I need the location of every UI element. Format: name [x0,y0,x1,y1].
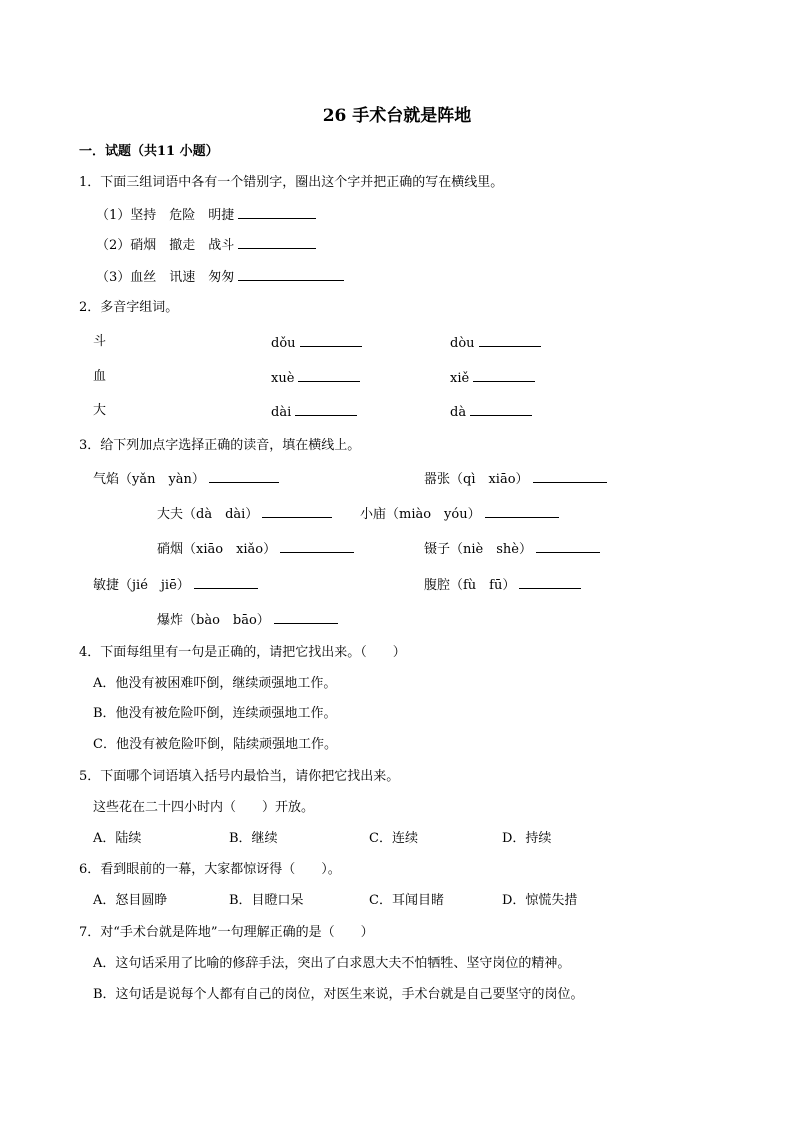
option[interactable]: A．怒目圆睁 [93,893,168,908]
answer-blank[interactable] [536,540,600,553]
option[interactable]: C．连续 [369,831,418,846]
answer-blank[interactable] [238,206,316,219]
pinyin-item [271,334,362,352]
answer-blank[interactable] [519,576,581,589]
pinyin-item [271,369,360,387]
pinyin-item [450,334,541,352]
reading-item [93,576,258,594]
answer-blank[interactable] [473,369,535,382]
option[interactable]: D．持续 [502,831,552,846]
question-1-stem: 1．下面三组词语中各有一个错别字，圈出这个字并把正确的写在横线里。 [79,175,504,190]
pinyin-item [450,369,535,387]
pinyin: dòu [450,336,475,351]
question-1-item [96,268,344,286]
answer-blank[interactable] [533,470,607,483]
reading-item [360,505,559,523]
item-text: 嚣张（qì xiāo） [424,472,529,487]
reading-item [93,470,279,488]
option[interactable]: B．这句话是说每个人都有自己的岗位，对医生来说，手术台就是自己要坚守的岗位。 [93,987,584,1002]
question-4-stem: 4．下面每组里有一句是正确的，请把它找出来。（ ） [79,645,406,660]
option[interactable]: A．陆续 [93,831,142,846]
polyphone-char: 血 [93,369,107,384]
pinyin: dǒu [271,336,296,351]
option[interactable]: A．他没有被困难吓倒，继续顽强地工作。 [93,676,337,691]
answer-blank[interactable] [470,403,532,416]
reading-item [424,470,607,488]
item-text: 气焰（yǎn yàn） [93,472,205,487]
answer-blank[interactable] [274,611,338,624]
question-1-item [96,206,316,224]
answer-blank[interactable] [485,505,559,518]
question-6-stem: 6．看到眼前的一幕，大家都惊讶得（ ）。 [79,862,341,877]
answer-blank[interactable] [298,369,360,382]
polyphone-char: 斗 [93,334,107,349]
item-text: 爆炸（bào bāo） [157,613,270,628]
option[interactable]: C．他没有被危险吓倒，陆续顽强地工作。 [93,737,337,752]
answer-blank[interactable] [280,540,354,553]
item-text: （3）血丝 讯速 匆匆 [96,270,235,285]
reading-item [157,611,338,629]
answer-blank[interactable] [238,236,316,249]
pinyin: xiě [450,371,470,386]
answer-blank[interactable] [295,403,357,416]
question-3-stem: 3．给下列加点字选择正确的读音，填在横线上。 [79,438,361,453]
option[interactable]: A．这句话采用了比喻的修辞手法，突出了白求恩大夫不怕牺牲、坚守岗位的精神。 [93,956,571,971]
option[interactable]: B．他没有被危险吓倒，连续顽强地工作。 [93,706,337,721]
option[interactable]: C．耳闻目睹 [369,893,444,908]
option[interactable]: B．继续 [229,831,278,846]
question-5-stem: 5．下面哪个词语填入括号内最恰当，请你把它找出来。 [79,769,400,784]
question-2-stem: 2．多音字组词。 [79,300,179,315]
reading-item [157,505,332,523]
pinyin: xuè [271,371,295,386]
polyphone-char: 大 [93,403,107,418]
answer-blank[interactable] [262,505,332,518]
pinyin: dà [450,405,467,420]
question-5-sentence: 这些花在二十四小时内（ ）开放。 [93,800,315,815]
item-text: 小庙（miào yóu） [360,507,481,522]
pinyin-item [271,403,357,421]
reading-item [424,576,581,594]
answer-blank[interactable] [479,334,541,347]
pinyin: dài [271,405,292,420]
option[interactable]: B．目瞪口呆 [229,893,304,908]
section-heading: 一．试题（共11 小题） [79,144,219,159]
page-title: 26 手术台就是阵地 [322,106,472,126]
answer-blank[interactable] [194,576,258,589]
question-1-item [96,236,316,254]
item-text: 腹腔（fù fū） [424,578,516,593]
item-text: （2）硝烟 撤走 战斗 [96,238,235,253]
answer-blank[interactable] [300,334,362,347]
question-7-stem: 7．对“手术台就是阵地”一句理解正确的是（ ） [79,925,374,940]
reading-item [424,540,600,558]
option[interactable]: D．惊慌失措 [502,893,578,908]
item-text: （1）坚持 危险 明捷 [96,208,235,223]
item-text: 敏捷（jié jiē） [93,578,190,593]
item-text: 硝烟（xiāo xiǎo） [157,542,277,557]
answer-blank[interactable] [209,470,279,483]
answer-blank[interactable] [238,268,344,281]
item-text: 镊子（niè shè） [424,542,532,557]
item-text: 大夫（dà dài） [157,507,259,522]
pinyin-item [450,403,532,421]
reading-item [157,540,354,558]
